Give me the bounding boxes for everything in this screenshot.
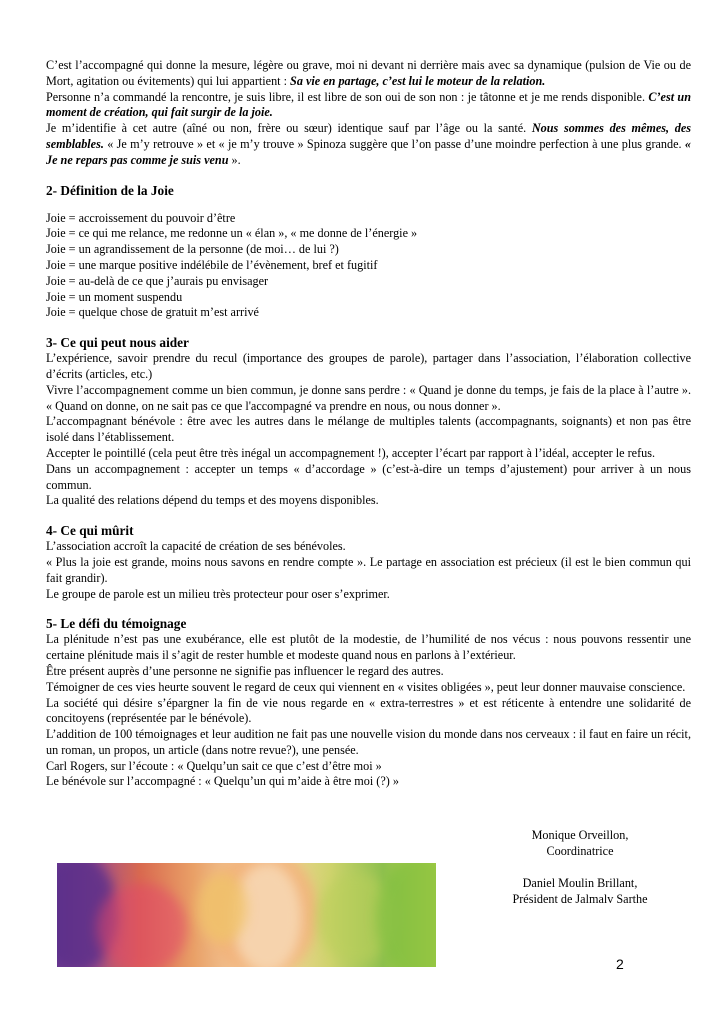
signatory-name: Daniel Moulin Brillant, bbox=[522, 876, 638, 890]
section-3-paragraph: La qualité des relations dépend du temps et des moyens disponibles. bbox=[46, 493, 379, 508]
section-3-paragraph: L’expérience, savoir prendre du recul (importance des groupes de parole), partager dans l’association, l’élaboration collective d’écrits (articles, etc.) bbox=[46, 351, 691, 381]
intro-emphasis: Sa vie en partage, c’est lui le moteur de la relation. bbox=[290, 73, 546, 88]
section-5-paragraph: L’addition de 100 témoignages et leur audition ne fait pas une nouvelle vision du monde dans nos cerveaux : il faut en faire un récit, un roman, un propos, un article (dans notre revue?), une pensée. bbox=[46, 727, 691, 757]
intro-text: Je m’identifie à cet autre (aîné ou non, frère ou sœur) identique sauf par l’âge ou la santé. bbox=[46, 121, 532, 136]
joy-definition-list bbox=[46, 211, 691, 322]
joy-definition: Joie = au-delà de ce que j’aurais pu envisager bbox=[46, 273, 269, 288]
section-4-heading: 4- Ce qui mûrit bbox=[46, 523, 134, 539]
section-5-quote: Le bénévole sur l’accompagné : « Quelqu’un qui m’aide à être moi (?) » bbox=[46, 774, 399, 789]
joy-definition: Joie = accroissement du pouvoir d’être bbox=[46, 210, 236, 225]
joy-definition: Joie = quelque chose de gratuit m’est arrivé bbox=[46, 305, 259, 320]
section-5-paragraph: Témoigner de ces vies heurte souvent le regard de ceux qui viennent en « visites obligées », peut leur donner mauvaise conscience. bbox=[46, 679, 686, 694]
section-3-paragraph: L’accompagnant bénévole : être avec les autres dans le mélange de multiples talents (accompagnants, soignants) et non pas être isolé dans l’établissement. bbox=[46, 414, 691, 445]
section-2-heading: 2- Définition de la Joie bbox=[46, 182, 174, 198]
section-5-paragraph: Être présent auprès d’une personne ne signifie pas influencer le regard des autres. bbox=[46, 663, 444, 678]
intro-text: ». bbox=[228, 152, 241, 167]
document-body bbox=[46, 58, 691, 790]
section-3-paragraph: Accepter le pointillé (cela peut être très inégal un accompagnement !), accepter l’écart par rapport à l’idéal, accepter le refus. bbox=[46, 445, 656, 460]
intro-emphasis: « Je ne repars pas comme je suis venu bbox=[46, 136, 691, 167]
intro-paragraph-2 bbox=[46, 90, 691, 122]
intro-emphasis: C’est un moment de création, qui fait surgir de la joie. bbox=[46, 89, 691, 120]
section-4-paragraph: Le groupe de parole est un milieu très protecteur pour oser s’exprimer. bbox=[46, 586, 390, 601]
joy-definition: Joie = une marque positive indélébile de l’évènement, bref et fugitif bbox=[46, 257, 378, 272]
joy-definition: Joie = un moment suspendu bbox=[46, 289, 183, 304]
intro-paragraph-1 bbox=[46, 58, 691, 90]
intro-text: « Je m’y retrouve » et « je m’y trouve » Spinoza suggère que l’on passe d’une moindre perfection à une plus grande. bbox=[103, 136, 685, 151]
signature-block bbox=[470, 827, 690, 907]
intro-text: C’est l’accompagné qui donne la mesure, légère ou grave, moi ni devant ni derrière mais avec sa dynamique (pulsion de Vie ou de Mort, agitation ou évitements) qui lui appartient : bbox=[46, 58, 691, 88]
joy-definition: Joie = ce qui me relance, me redonne un « élan », « me donne de l’énergie » bbox=[46, 226, 418, 241]
section-3-paragraph: Vivre l’accompagnement comme un bien commun, je donne sans perdre : « Quand je donne du temps, je fais de la place à l’autre ». « Quand on donne, on ne sait pas ce que l'accompagné va prendre en nous, ou nous donner ». bbox=[46, 382, 691, 413]
section-5-quote: Carl Rogers, sur l’écoute : « Quelqu’un sait ce que c’est d’être moi » bbox=[46, 758, 382, 773]
section-5-paragraph: La société qui désire s’épargner la fin de vie nous regarde en « extra-terrestres » et est réticente à entendre une solidarité de concitoyens (représentée par le bénévole). bbox=[46, 695, 691, 726]
section-5-heading: 5- Le défi du témoignage bbox=[46, 616, 187, 632]
signatory-role: Président de Jalmalv Sarthe bbox=[512, 892, 648, 906]
intro-emphasis: Nous sommes des mêmes, des semblables. bbox=[46, 121, 691, 151]
smiling-woman-photo-banner bbox=[57, 863, 436, 967]
signatory-role: Coordinatrice bbox=[546, 844, 614, 858]
section-5-paragraph: La plénitude n’est pas une exubérance, elle est plutôt de la modestie, de l’humilité de nos vécus : nous pouvons ressentir une certaine plénitude mais il s’agit de rester humble et modeste quand nous en parlons à l’extérieur. bbox=[46, 632, 691, 663]
page-number: 2 bbox=[616, 956, 624, 972]
section-3-heading: 3- Ce qui peut nous aider bbox=[46, 335, 189, 351]
signatory-name: Monique Orveillon, bbox=[531, 828, 629, 842]
intro-text: Personne n’a commandé la rencontre, je suis libre, il est libre de son oui de son non : je tâtonne et je me rends disponible. bbox=[46, 89, 649, 104]
joy-definition: Joie = un agrandissement de la personne (de moi… de lui ?) bbox=[46, 242, 339, 257]
section-3-paragraph: Dans un accompagnement : accepter un temps « d’accordage » (c’est-à-dire un temps d’ajustement) pour arriver à un nous commun. bbox=[46, 461, 691, 492]
intro-paragraph-3 bbox=[46, 121, 691, 168]
section-4-paragraph: L’association accroît la capacité de création de ses bénévoles. bbox=[46, 539, 346, 554]
section-4-paragraph: « Plus la joie est grande, moins nous savons en rendre compte ». Le partage en association est précieux (il est le bien commun qui fait grandir). bbox=[46, 554, 691, 585]
